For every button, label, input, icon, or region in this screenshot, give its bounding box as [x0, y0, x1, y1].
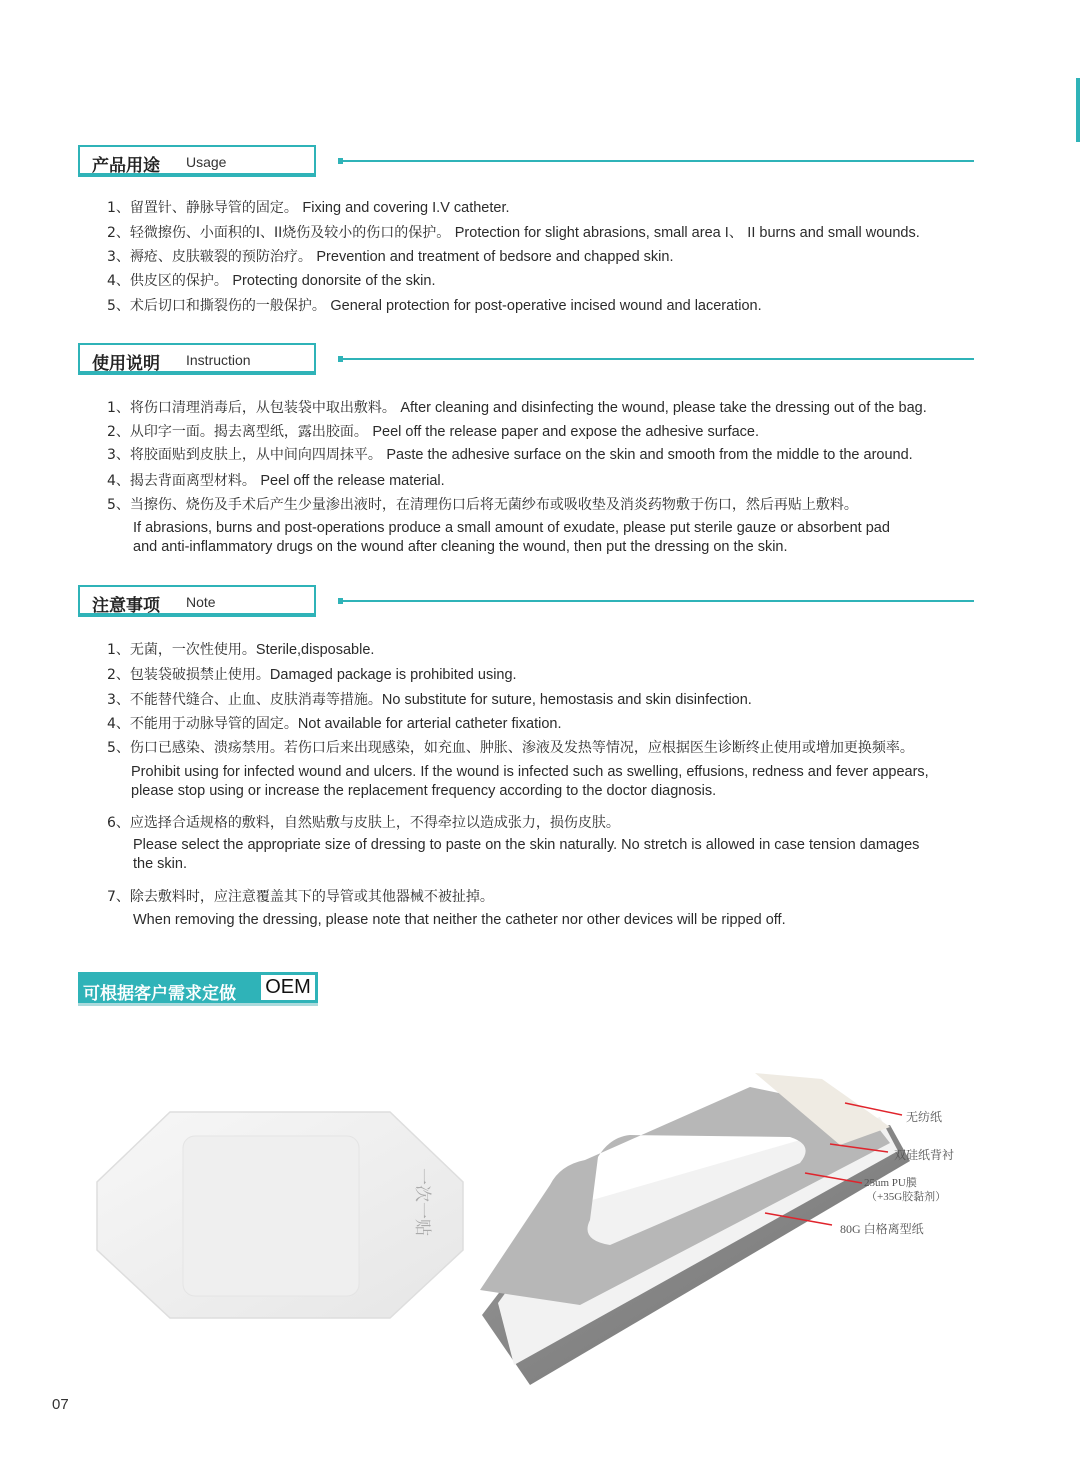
note-item-5-en-line-2: please stop using or increase the replacement frequency according to the doctor diagnosis.: [131, 783, 717, 799]
label-nonwoven: 无纺纸: [906, 1110, 943, 1124]
section-title-en: Note: [186, 594, 216, 610]
usage-item-5: 5、术后切口和撕裂伤的一般保护。 General protection for post-operative incised wound and laceration.: [107, 298, 762, 314]
dressing-print-text: 一次一贴: [412, 1168, 432, 1236]
section-title-zh: 使用说明: [92, 354, 160, 374]
note-item-6-en-line-2: the skin.: [133, 856, 187, 872]
section-divider: [338, 160, 974, 162]
page-number: 07: [52, 1396, 69, 1413]
dressing-pad: [183, 1136, 359, 1296]
note-item-6: 6、应选择合适规格的敷料，自然贴敷与皮肤上，不得牵拉以造成张力，损伤皮肤。: [107, 815, 620, 831]
section-title-en: Instruction: [186, 352, 251, 368]
section-header-usage: [78, 145, 316, 177]
oem-text-en: OEM: [261, 975, 315, 1000]
note-item-5-en-line-1: Prohibit using for infected wound and ulcers. If the wound is infected such as swelling, effusions, redness and fever appears,: [131, 764, 929, 780]
label-pu-film: 25um PU膜: [864, 1177, 917, 1189]
section-header-note: [78, 585, 316, 617]
note-item-2: 2、包装袋破损禁止使用。Damaged package is prohibited using.: [107, 667, 517, 683]
note-item-3: 3、不能替代缝合、止血、皮肤消毒等措施。No substitute for suture, hemostasis and skin disinfection.: [107, 692, 752, 708]
usage-item-3: 3、褥疮、皮肤皲裂的预防治疗。 Prevention and treatment of bedsore and chapped skin.: [107, 249, 674, 265]
usage-item-1: 1、留置针、静脉导管的固定。 Fixing and covering I.V catheter.: [107, 200, 510, 216]
section-divider: [338, 358, 974, 360]
instruction-item-2: 2、从印字一面。揭去离型纸，露出胶面。 Peel off the release paper and expose the adhesive surface.: [107, 424, 760, 440]
note-item-7-en-line-1: When removing the dressing, please note that neither the catheter nor other devices will be ripped off.: [133, 912, 786, 928]
instruction-item-5-en-line-2: and anti-inflammatory drugs on the wound after cleaning the wound, then put the dressing on the skin.: [133, 539, 788, 555]
section-title-zh: 产品用途: [92, 156, 160, 176]
instruction-item-5: 5、当擦伤、烧伤及手术后产生少量渗出液时，在清理伤口后将无菌纱布或吸收垫及消炎药物敷于伤口，然后再贴上敷料。: [107, 497, 858, 513]
dressing-front-illustration: [95, 1110, 465, 1320]
section-divider: [338, 600, 974, 602]
usage-item-4: 4、供皮区的保护。 Protecting donorsite of the skin.: [107, 273, 436, 289]
label-pu-adhesive: （+35G胶黏剂）: [866, 1191, 947, 1203]
section-title-zh: 注意事项: [92, 596, 160, 616]
instruction-item-1: 1、将伤口清理消毒后，从包装袋中取出敷料。 After cleaning and disinfecting the wound, please take the dressing out of the bag.: [107, 400, 927, 416]
label-silicone-liner: 双硅纸背衬: [894, 1148, 955, 1162]
note-item-6-en-line-1: Please select the appropriate size of dressing to paste on the skin naturally. No stretch is allowed in case tension damages: [133, 837, 920, 853]
usage-item-2: 2、轻微擦伤、小面积的I、II烧伤及较小的伤口的保护。 Protection for slight abrasions, small area I、 II burns and small wounds.: [107, 225, 920, 241]
note-item-1: 1、无菌，一次性使用。Sterile,disposable.: [107, 642, 375, 658]
edge-tab-marker: [1076, 78, 1080, 142]
oem-banner: [78, 972, 318, 1006]
oem-text-zh: 可根据客户需求定做: [83, 984, 236, 1004]
section-header-instruction: [78, 343, 316, 375]
note-item-4: 4、不能用于动脉导管的固定。Not available for arterial catheter fixation.: [107, 716, 562, 732]
label-release-paper: 80G 白格离型纸: [840, 1222, 924, 1236]
note-item-5: 5、伤口已感染、溃疡禁用。若伤口后来出现感染，如充血、肿胀、渗液及发热等情况，应根据医生诊断终止使用或增加更换频率。: [107, 740, 914, 756]
instruction-item-5-en-line-1: If abrasions, burns and post-operations produce a small amount of exudate, please put sterile gauze or absorbent pad: [133, 520, 890, 536]
section-title-en: Usage: [186, 154, 227, 170]
instruction-item-3: 3、将胶面贴到皮肤上，从中间向四周抹平。 Paste the adhesive surface on the skin and smooth from the middle to the around.: [107, 447, 913, 463]
note-item-7: 7、除去敷料时，应注意覆盖其下的导管或其他器械不被扯掉。: [107, 889, 494, 905]
instruction-item-4: 4、揭去背面离型材料。 Peel off the release material.: [107, 473, 445, 489]
